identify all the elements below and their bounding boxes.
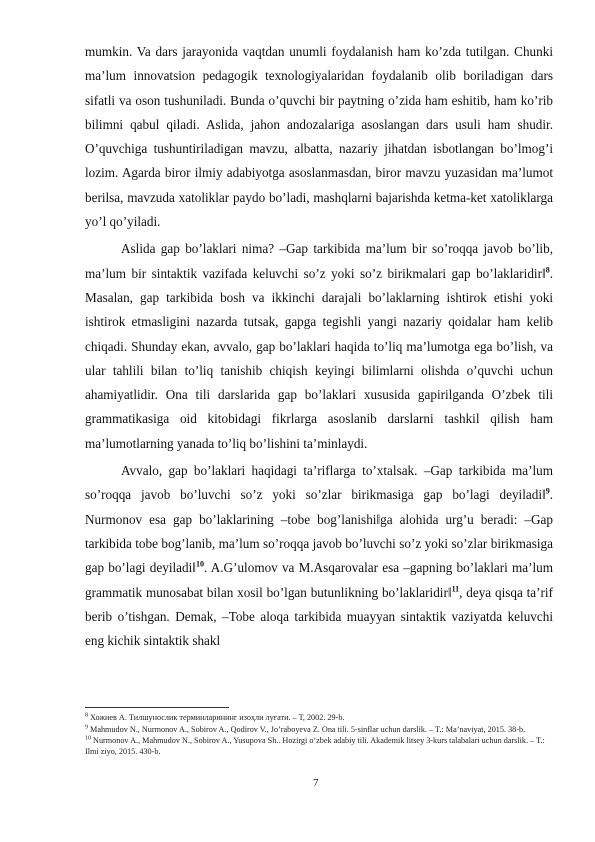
paragraph-3-text-a: Avvalo, gap bo’laklari haqidagi ta’riflarga to’xtalsak. ‒Gap tarkibida ma’lum so’roqqa javob bo’luvchi so’z yoki so’zlar birikmasiga gap bo’lagi deyiladi‖: [85, 463, 553, 503]
footnote-ref-9[interactable]: 9: [545, 486, 550, 496]
footnote-10-text: Nurmonov A., Mahmudov N., Sobirov A., Yusupova Sh.. Hozirgi o’zbek adabiy tili. Akademik litsey 3-kurs talabalari uchun darslik. – T.: Ilmi ziyo, 2015. 430-b.: [85, 736, 545, 756]
footnote-10: [85, 736, 555, 757]
footnote-8: [85, 713, 555, 724]
paragraph-3-text-c: . A.G’ulomov va M.Asqarovalar esa ‒gapning bo’laklari ma’lum grammatik munosabat bilan xosil bo’lgan butunlikning bo’laklaridir‖: [85, 560, 554, 600]
paragraph-1: [85, 40, 553, 234]
footnote-ref-11[interactable]: 11: [451, 584, 460, 594]
footnote-9-text: Mahmudov N., Nurmonov A., Sobirov A., Qodirov V., Jo’raboyeva Z. Ona tili. 5-sinflar uchun darslik. – T.: Ma’naviyat, 2015. 38-b.: [88, 724, 526, 734]
paragraph-2-text-a: Aslida gap bo’laklari nima? ‒Gap tarkibida ma’lum bir so’roqqa javob bo’lib, ma’lum bir sintaktik vazifada keluvchi so’z yoki so’z birikmalari gap bo’laklaridir‖: [85, 241, 553, 281]
paragraph-3-text-d: , deya qisqa ta’rif berib o’tishgan. Demak, ‒Tobe aloqa tarkibida muayyan sintaktik vaziyatda keluvchi eng kichik sintaktik shakl: [85, 584, 553, 649]
paragraph-3: [85, 459, 553, 653]
paragraph-2-text-b: . Masalan, gap tarkibida bosh va ikkinchi darajali bo’laklarning ishtirok etishi yoki ishtirok etmasligini nazarda tutsak, gapga tegishli yangi nazariy qoidalar ham kelib chiqadi. Shunday ekan, avvalo, gap bo’laklari haqida to’liq ma’lumotga ega bo’lish, va ular tahlili bilan to’liq tanishib chiqish keyingi bilimlarni olishda o’quvchi uchun ahamiyatlidir. Ona tili darslarida gap bo’laklari xususida gapirilganda O’zbek tili grammatikasiga oid kitobidagi fikrlarga asoslanib darslarni tashkil qilish ham ma’lumotlarning yanada to’liq bo’lishini ta’minlaydi.: [85, 265, 553, 451]
footnote-9-number: 9: [85, 723, 88, 730]
paragraph-1-text: mumkin. Va dars jarayonida vaqtdan unumli foydalanish ham ko’zda tutilgan. Chunki ma’lum innovatsion pedagogik texnologiyalaridan foydalanib olib boriladigan dars sifatli va oson tushuniladi. Bunda o’quvchi bir paytning o’zida ham eshitib, ham ko’rib bilimni qabul qiladi. Aslida, jahon andozalariga asoslangan dars usuli ham shudir. O’quvchiga tushuntiriladigan mavzu, albatta, nazariy jihatdan isbotlangan bo’lmog’i lozim. Agarda biror ilmiy adabiyotga asoslanmasdan, biror mavzu yuzasidan ma’lumot berilsa, mavzuda xatoliklar paydo bo’ladi, mashqlarni bajarishda ketma-ket xatoliklarga yo’l qo’yiladi.: [85, 44, 553, 230]
footnote-divider: [85, 707, 229, 708]
page-number: 7: [313, 777, 319, 789]
body-text: [85, 40, 553, 656]
footnote-ref-8[interactable]: 8: [545, 265, 550, 275]
footnote-10-number: 10: [85, 735, 91, 742]
paragraph-2: [85, 237, 553, 456]
footnote-ref-10[interactable]: 10: [195, 559, 204, 569]
footnote-8-text: Хожиев А. Тилшунослик терминларининг изоҳли луғати. – Т, 2002. 29-b.: [88, 713, 345, 722]
footnotes: [85, 713, 555, 758]
footnote-8-number: 8: [85, 712, 88, 719]
footnote-9: [85, 725, 555, 736]
paragraph-3-text-b: . Nurmonov esa gap bo’laklarining ‒tobe bog’lanishi‖ga alohida urg’u beradi: ‒Gap tarkibida tobe bog’lanib, ma’lum so’roqqa javob bo’luvchi so’z yoki so’zlar birikmasiga gap bo’lagi deyiladi‖: [85, 487, 553, 576]
